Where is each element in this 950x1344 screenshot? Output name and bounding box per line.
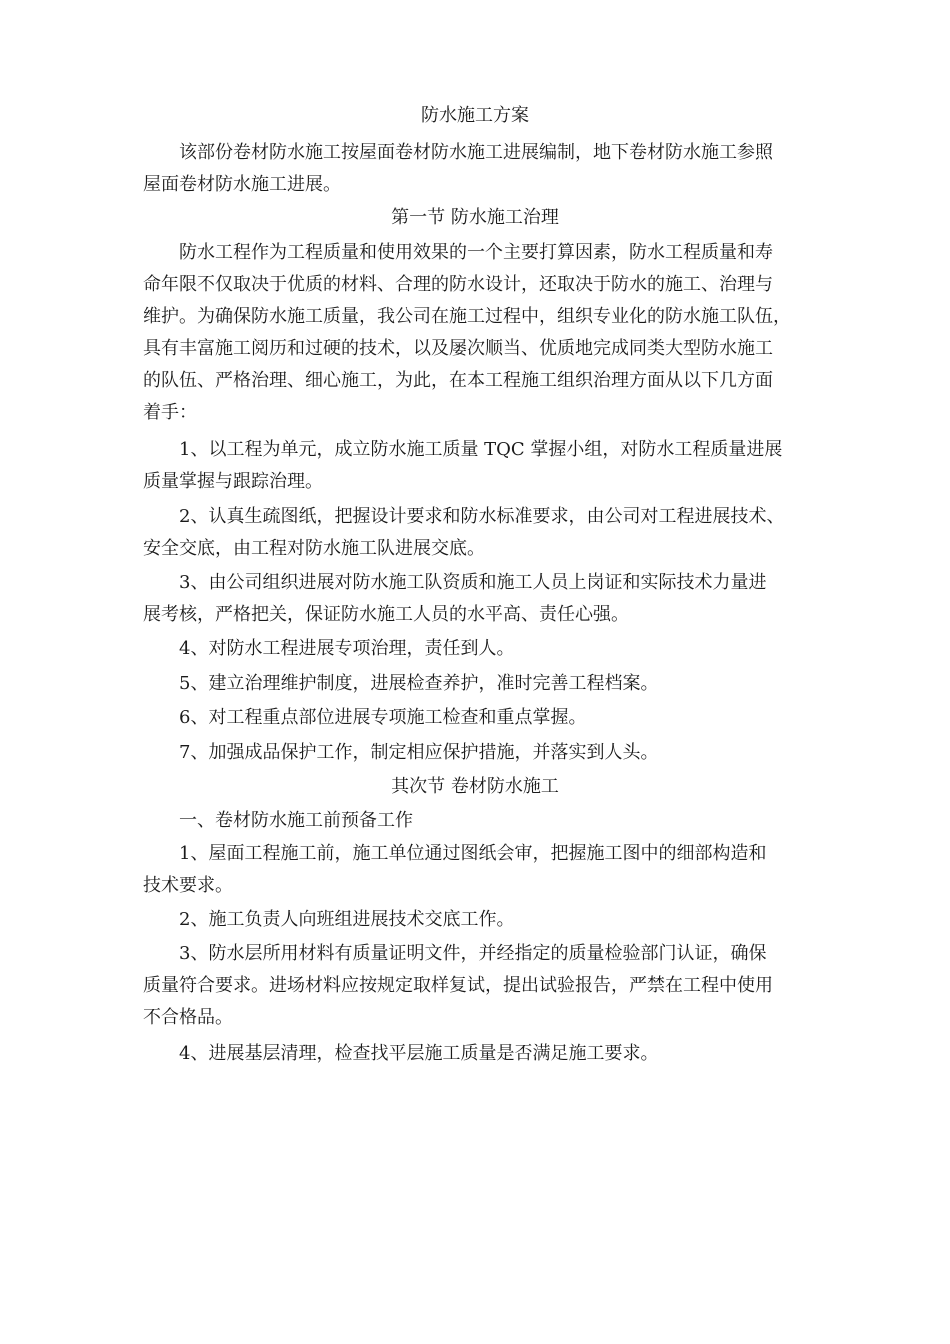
- text-line: 屋面卷材防水施工进展。: [143, 174, 341, 195]
- text-line: 质量掌握与跟踪治理。: [143, 471, 323, 492]
- list-item-4: [143, 633, 823, 665]
- section-2-title: 其次节 卷材防水施工: [391, 776, 559, 797]
- text-line: 7、加强成品保护工作，制定相应保护措施，并落实到人头。: [179, 742, 659, 763]
- text-line: 2、认真生疏图纸，把握设计要求和防水标准要求，由公司对工程进展技术、: [179, 506, 785, 527]
- text-line: 着手：: [143, 402, 197, 423]
- text-line: 命年限不仅取决于优质的材料、合理的防水设计，还取决于防水的施工、治理与: [143, 274, 773, 295]
- text-line: 2、施工负责人向班组进展技术交底工作。: [179, 909, 515, 930]
- list-item-2: [143, 501, 823, 565]
- subsection-heading: 一、卷材防水施工前预备工作: [179, 810, 413, 831]
- list-item-6: [143, 702, 823, 734]
- text-line: 维护。为确保防水施工质量，我公司在施工过程中，组织专业化的防水施工队伍，: [143, 306, 791, 327]
- section-2-subtitle: [143, 805, 823, 837]
- prep-item-3: [143, 938, 823, 1034]
- prep-item-2: [143, 904, 823, 936]
- text-line: 1、以工程为单元，成立防水施工质量 TQC 掌握小组，对防水工程质量进展: [179, 439, 783, 460]
- text-line: 3、由公司组织进展对防水施工队资质和施工人员上岗证和实际技术力量进: [179, 572, 767, 593]
- text-line: 的队伍、严格治理、细心施工，为此，在本工程施工组织治理方面从以下几方面: [143, 370, 773, 391]
- list-item-5: [143, 668, 823, 700]
- text-line: 5、建立治理维护制度，进展检查养护，准时完善工程档案。: [179, 673, 659, 694]
- text-line: 6、对工程重点部位进展专项施工检查和重点掌握。: [179, 707, 587, 728]
- text-line: 质量符合要求。进场材料应按规定取样复试，提出试验报告，严禁在工程中使用: [143, 975, 773, 996]
- document-title: 防水施工方案: [421, 105, 529, 126]
- prep-item-4: [143, 1038, 823, 1070]
- text-line: 3、防水层所用材料有质量证明文件，并经指定的质量检验部门认证，确保: [179, 943, 767, 964]
- list-item-1: [143, 434, 823, 498]
- text-line: 4、进展基层清理，检查找平层施工质量是否满足施工要求。: [179, 1043, 659, 1064]
- text-line: 不合格品。: [143, 1007, 233, 1028]
- intro-paragraph: [143, 137, 823, 201]
- text-line: 具有丰富施工阅历和过硬的技术，以及屡次顺当、优质地完成同类大型防水施工: [143, 338, 773, 359]
- text-line: 该部份卷材防水施工按屋面卷材防水施工进展编制，地下卷材防水施工参照: [179, 142, 773, 163]
- text-line: 技术要求。: [143, 875, 233, 896]
- text-line: 1、屋面工程施工前，施工单位通过图纸会审，把握施工图中的细部构造和: [179, 843, 767, 864]
- text-line: 防水工程作为工程质量和使用效果的一个主要打算因素，防水工程质量和寿: [179, 242, 773, 263]
- text-line: 展考核，严格把关，保证防水施工人员的水平高、责任心强。: [143, 604, 629, 625]
- list-item-3: [143, 567, 823, 631]
- list-item-7: [143, 737, 823, 769]
- section-1-title: 第一节 防水施工治理: [391, 207, 559, 228]
- prep-item-1: [143, 838, 823, 902]
- text-line: 安全交底，由工程对防水施工队进展交底。: [143, 538, 485, 559]
- section-1-body: [143, 237, 823, 429]
- text-line: 4、对防水工程进展专项治理，责任到人。: [179, 638, 515, 659]
